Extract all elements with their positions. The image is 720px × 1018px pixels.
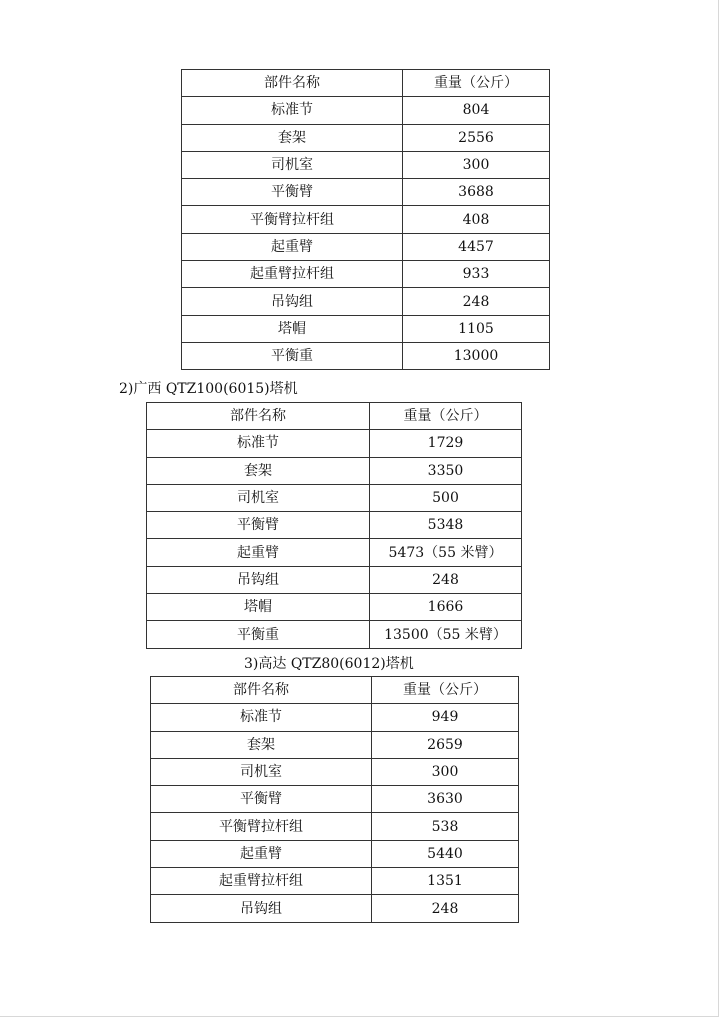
weight-cell: 13500（55 米臂）	[370, 621, 522, 648]
table-row	[151, 895, 519, 922]
table-row	[151, 704, 519, 731]
header-part-name: 部件名称	[151, 677, 372, 704]
crane-weight-table-3	[150, 676, 519, 923]
weight-cell: 3630	[372, 786, 519, 813]
table-row	[147, 457, 522, 484]
part-name-cell: 起重臂拉杆组	[182, 261, 403, 288]
table-row	[182, 97, 550, 124]
table-row	[182, 179, 550, 206]
part-name-cell: 平衡臂	[147, 512, 370, 539]
weight-cell: 4457	[403, 233, 550, 260]
table-row	[151, 786, 519, 813]
table-row	[182, 342, 550, 369]
table-row	[182, 124, 550, 151]
table-caption-2: 2)广西 QTZ100(6015)塔机	[119, 381, 298, 397]
weight-cell: 949	[372, 704, 519, 731]
part-name-cell: 司机室	[151, 758, 372, 785]
part-name-cell: 吊钩组	[151, 895, 372, 922]
table-caption-3: 3)高达 QTZ80(6012)塔机	[244, 656, 414, 672]
part-name-cell: 标准节	[182, 97, 403, 124]
weight-cell: 248	[370, 566, 522, 593]
weight-cell: 1351	[372, 868, 519, 895]
table-row	[182, 315, 550, 342]
weight-cell: 2659	[372, 731, 519, 758]
table-row	[182, 288, 550, 315]
weight-cell: 300	[403, 151, 550, 178]
table-row	[151, 840, 519, 867]
weight-cell: 933	[403, 261, 550, 288]
table-row	[147, 566, 522, 593]
weight-cell: 538	[372, 813, 519, 840]
part-name-cell: 套架	[147, 457, 370, 484]
part-name-cell: 塔帽	[147, 594, 370, 621]
weight-cell: 13000	[403, 342, 550, 369]
part-name-cell: 起重臂	[182, 233, 403, 260]
weight-cell: 2556	[403, 124, 550, 151]
weight-cell: 248	[372, 895, 519, 922]
part-name-cell: 平衡臂	[182, 179, 403, 206]
table-row	[147, 621, 522, 648]
weight-cell: 5440	[372, 840, 519, 867]
header-weight: 重量（公斤）	[372, 677, 519, 704]
table-header-row	[147, 403, 522, 430]
table-row	[147, 484, 522, 511]
part-name-cell: 塔帽	[182, 315, 403, 342]
part-name-cell: 标准节	[147, 430, 370, 457]
weight-cell: 1666	[370, 594, 522, 621]
part-name-cell: 平衡臂拉杆组	[151, 813, 372, 840]
header-part-name: 部件名称	[182, 70, 403, 97]
weight-cell: 248	[403, 288, 550, 315]
table-row	[182, 151, 550, 178]
table-row	[182, 233, 550, 260]
table-row	[151, 758, 519, 785]
part-name-cell: 司机室	[182, 151, 403, 178]
part-name-cell: 起重臂拉杆组	[151, 868, 372, 895]
crane-weight-table-1	[181, 69, 550, 370]
table-row	[147, 512, 522, 539]
weight-cell: 1729	[370, 430, 522, 457]
table-row	[151, 813, 519, 840]
header-weight: 重量（公斤）	[403, 70, 550, 97]
table-header-row	[151, 677, 519, 704]
weight-cell: 1105	[403, 315, 550, 342]
table-row	[147, 539, 522, 566]
part-name-cell: 司机室	[147, 484, 370, 511]
part-name-cell: 平衡臂	[151, 786, 372, 813]
part-name-cell: 吊钩组	[182, 288, 403, 315]
table-row	[182, 261, 550, 288]
table-row	[151, 731, 519, 758]
part-name-cell: 平衡重	[147, 621, 370, 648]
part-name-cell: 起重臂	[151, 840, 372, 867]
weight-cell: 3688	[403, 179, 550, 206]
header-weight: 重量（公斤）	[370, 403, 522, 430]
crane-weight-table-2	[146, 402, 522, 649]
weight-cell: 408	[403, 206, 550, 233]
part-name-cell: 平衡臂拉杆组	[182, 206, 403, 233]
weight-cell: 5348	[370, 512, 522, 539]
weight-cell: 3350	[370, 457, 522, 484]
part-name-cell: 套架	[151, 731, 372, 758]
part-name-cell: 平衡重	[182, 342, 403, 369]
weight-cell: 300	[372, 758, 519, 785]
table-row	[147, 430, 522, 457]
part-name-cell: 吊钩组	[147, 566, 370, 593]
header-part-name: 部件名称	[147, 403, 370, 430]
table-header-row	[182, 70, 550, 97]
part-name-cell: 标准节	[151, 704, 372, 731]
weight-cell: 804	[403, 97, 550, 124]
part-name-cell: 起重臂	[147, 539, 370, 566]
table-row	[147, 594, 522, 621]
table-row	[151, 868, 519, 895]
part-name-cell: 套架	[182, 124, 403, 151]
weight-cell: 500	[370, 484, 522, 511]
weight-cell: 5473（55 米臂）	[370, 539, 522, 566]
table-row	[182, 206, 550, 233]
